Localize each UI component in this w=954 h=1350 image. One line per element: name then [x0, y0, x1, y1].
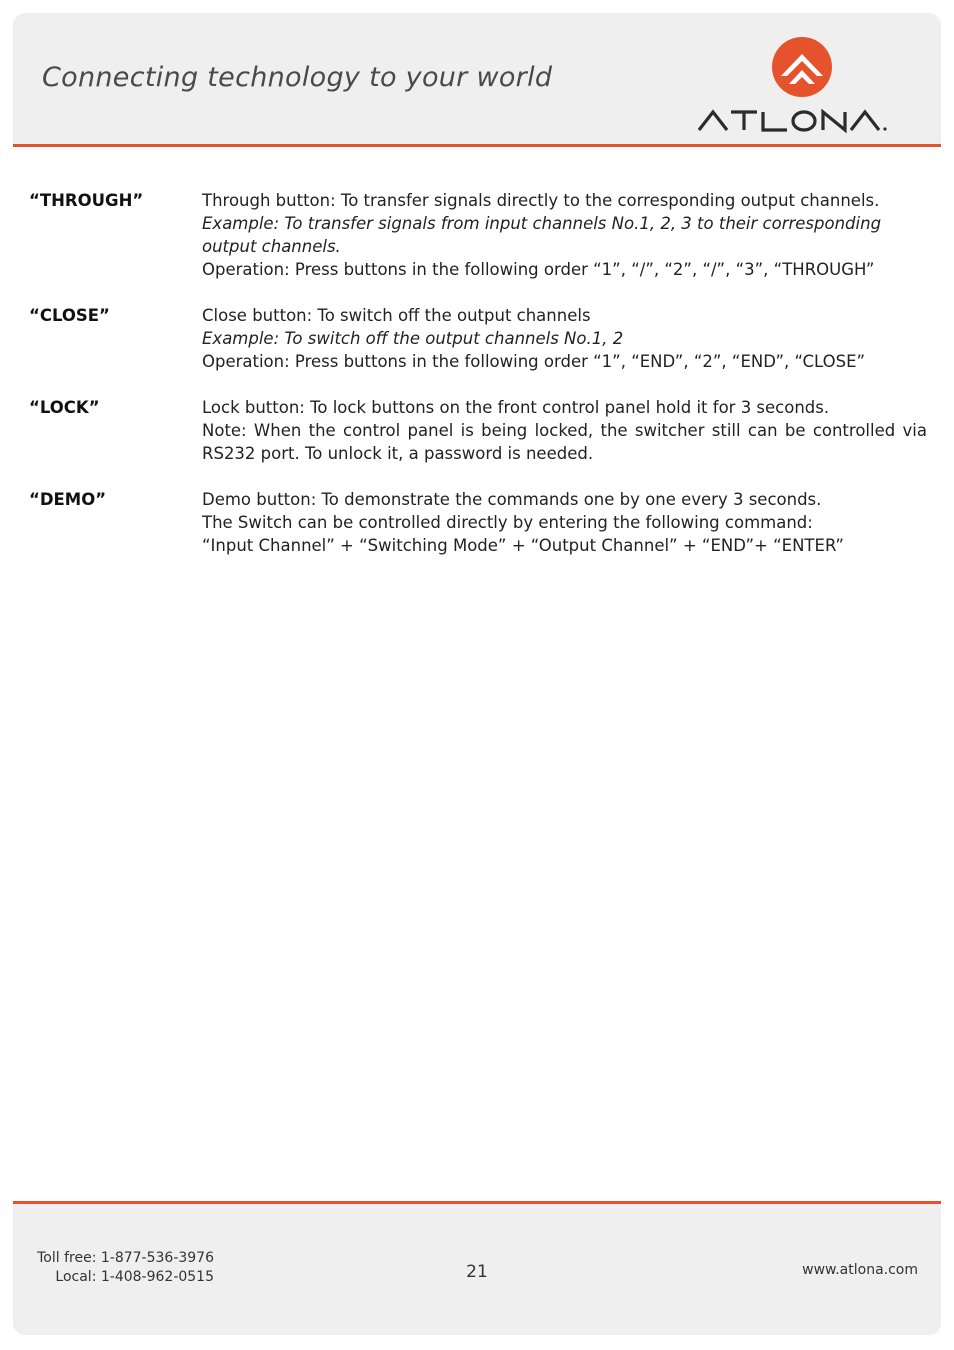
desc-operation: Operation: Press buttons in the following order “1”, “/”, “2”, “/”, “3”, “THROUGH”	[202, 260, 875, 279]
entry-lock	[29, 396, 927, 465]
entry-through	[29, 189, 927, 281]
desc-line: Lock button: To lock buttons on the front control panel hold it for 3 seconds.	[202, 398, 830, 417]
desc-operation: Operation: Press buttons in the following order “1”, “END”, “2”, “END”, “CLOSE”	[202, 352, 866, 371]
desc-example: Example: To transfer signals from input channels No.1, 2, 3 to their corresponding output channels.	[202, 214, 882, 256]
desc-note: Note: When the control panel is being locked, the switcher still can be controlled via RS232 port. To unlock it, a password is needed.	[202, 421, 927, 463]
desc-line: Through button: To transfer signals directly to the corresponding output channels.	[202, 191, 880, 210]
term-close: “CLOSE”	[29, 306, 110, 325]
atlona-logo	[695, 36, 915, 136]
entry-demo	[29, 488, 927, 557]
website-link[interactable]: www.atlona.com	[802, 1262, 918, 1278]
page-number: 21	[466, 1262, 488, 1282]
desc-demo	[202, 488, 927, 557]
desc-example: Example: To switch off the output channels No.1, 2	[202, 329, 624, 348]
term-demo: “DEMO”	[29, 490, 107, 509]
atlona-logo-icon	[771, 36, 833, 98]
desc-lock	[202, 396, 927, 465]
local-number: Local: 1-408-962-0515	[55, 1269, 214, 1285]
desc-through	[202, 189, 927, 281]
desc-close	[202, 304, 927, 373]
desc-command: “Input Channel” + “Switching Mode” + “Output Channel” + “END”+ “ENTER”	[202, 536, 844, 555]
contact-phones	[34, 1249, 214, 1287]
header-divider	[13, 144, 941, 147]
term-lock: “LOCK”	[29, 398, 100, 417]
desc-line: The Switch can be controlled directly by entering the following command:	[202, 513, 813, 532]
desc-line: Close button: To switch off the output channels	[202, 306, 591, 325]
term-through: “THROUGH”	[29, 191, 144, 210]
tagline: Connecting technology to your world	[42, 62, 553, 93]
atlona-wordmark	[695, 106, 915, 134]
command-descriptions	[29, 189, 927, 580]
entry-close	[29, 304, 927, 373]
desc-line: Demo button: To demonstrate the commands one by one every 3 seconds.	[202, 490, 822, 509]
toll-free-number: Toll free: 1-877-536-3976	[37, 1250, 214, 1266]
